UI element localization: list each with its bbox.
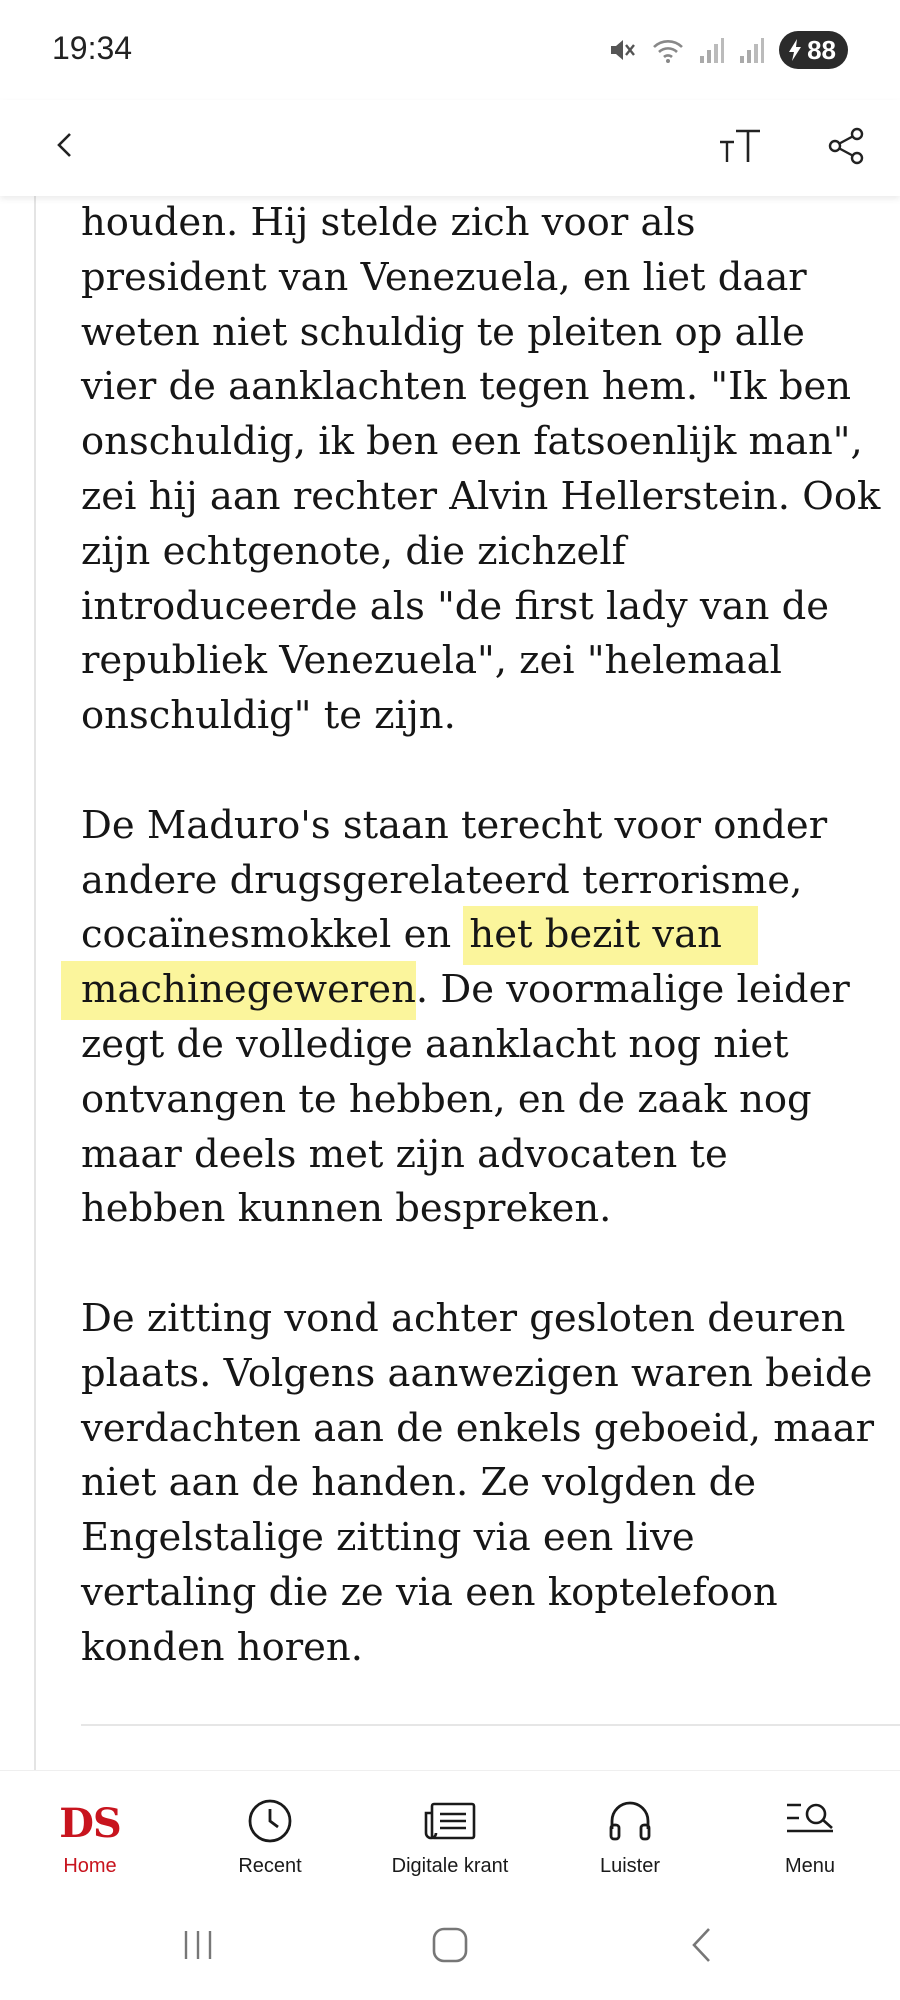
ds-logo <box>0 1797 180 1849</box>
status-icons <box>607 28 848 72</box>
clock-icon <box>246 1797 294 1850</box>
tab-home[interactable] <box>0 1771 180 1899</box>
tab-label: Menu <box>784 1855 836 1877</box>
highlighted-text[interactable]: het bezit van <box>463 906 758 965</box>
tab-label: Luister <box>599 1855 661 1877</box>
article-paragraph: houden. Hij stelde zich voor als president van Venezuela, en liet daar weten niet schuldig te pleiten op alle vier de aanklachten tegen hem. "Ik ben onschuldig, ik ben een fatsoenlijk man", zei hij aan rechter Alvin Hellerstein. Ook zijn echtgenote, die zichzelf introduceerde als "de first lady van de republiek Venezuela", zei "helemaal onschuldig" te zijn. <box>81 200 881 739</box>
newspaper-icon <box>423 1799 477 1848</box>
tab-recent[interactable] <box>180 1771 360 1899</box>
signal-icon <box>739 36 765 64</box>
article-paragraph: De zitting vond achter gesloten deuren plaats. Volgens aanwezigen waren beide verdachten aan de enkels geboeid, maar niet aan de handen. Ze volgden de Engelstalige zitting via een live vertaling die ze via een koptelefoon konden horen. <box>81 1295 875 1670</box>
text-size-icon <box>717 126 763 171</box>
wifi-icon <box>651 35 685 65</box>
battery-charging-icon <box>787 38 803 62</box>
recents-icon <box>180 1927 216 1968</box>
system-navigation-bar <box>0 1898 900 2000</box>
system-back-button[interactable] <box>672 1922 732 1972</box>
article-body[interactable] <box>0 196 900 1770</box>
status-bar <box>0 0 900 100</box>
tab-label: Home <box>63 1855 117 1877</box>
tab-luister[interactable] <box>540 1771 720 1899</box>
paragraph-text: . De voormalige leider zegt de volledige aanklacht nog niet ontvangen te hebben, en de zaak nog maar deels met zijn advocaten te hebben kunnen bespreken. <box>81 967 850 1232</box>
tab-digitale-krant[interactable] <box>360 1771 540 1899</box>
tab-menu[interactable] <box>720 1771 900 1899</box>
article-paragraph <box>81 799 881 1237</box>
article-end-divider <box>81 1724 900 1726</box>
highlighted-text[interactable]: machinegeweren <box>61 961 416 1020</box>
share-button[interactable] <box>818 120 874 176</box>
signal-icon <box>699 36 725 64</box>
home-button[interactable] <box>420 1922 480 1972</box>
chevron-left-icon <box>53 130 77 165</box>
back-button[interactable] <box>40 122 90 172</box>
article-text <box>81 196 881 1676</box>
menu-search-icon <box>784 1799 836 1848</box>
left-divider <box>34 196 36 1770</box>
article-header <box>0 100 900 196</box>
home-icon <box>430 1925 470 1970</box>
paragraph-text: De Maduro's staan terecht voor onder andere drugsgerelateerd terrorisme, cocaïnesmokkel en <box>81 802 828 958</box>
battery-level: 88 <box>807 34 836 65</box>
back-icon <box>687 1925 717 1970</box>
recents-button[interactable] <box>168 1922 228 1972</box>
share-icon <box>826 126 866 171</box>
tab-label: Digitale krant <box>391 1855 509 1877</box>
battery-indicator <box>779 31 848 69</box>
tab-label: Recent <box>238 1855 302 1877</box>
status-time: 19:34 <box>52 30 133 66</box>
headphones-icon <box>606 1797 654 1850</box>
text-size-button[interactable] <box>712 120 768 176</box>
bottom-tab-bar <box>0 1770 900 1899</box>
ds-logo-text: DS <box>59 1799 121 1847</box>
mute-icon <box>607 35 637 65</box>
